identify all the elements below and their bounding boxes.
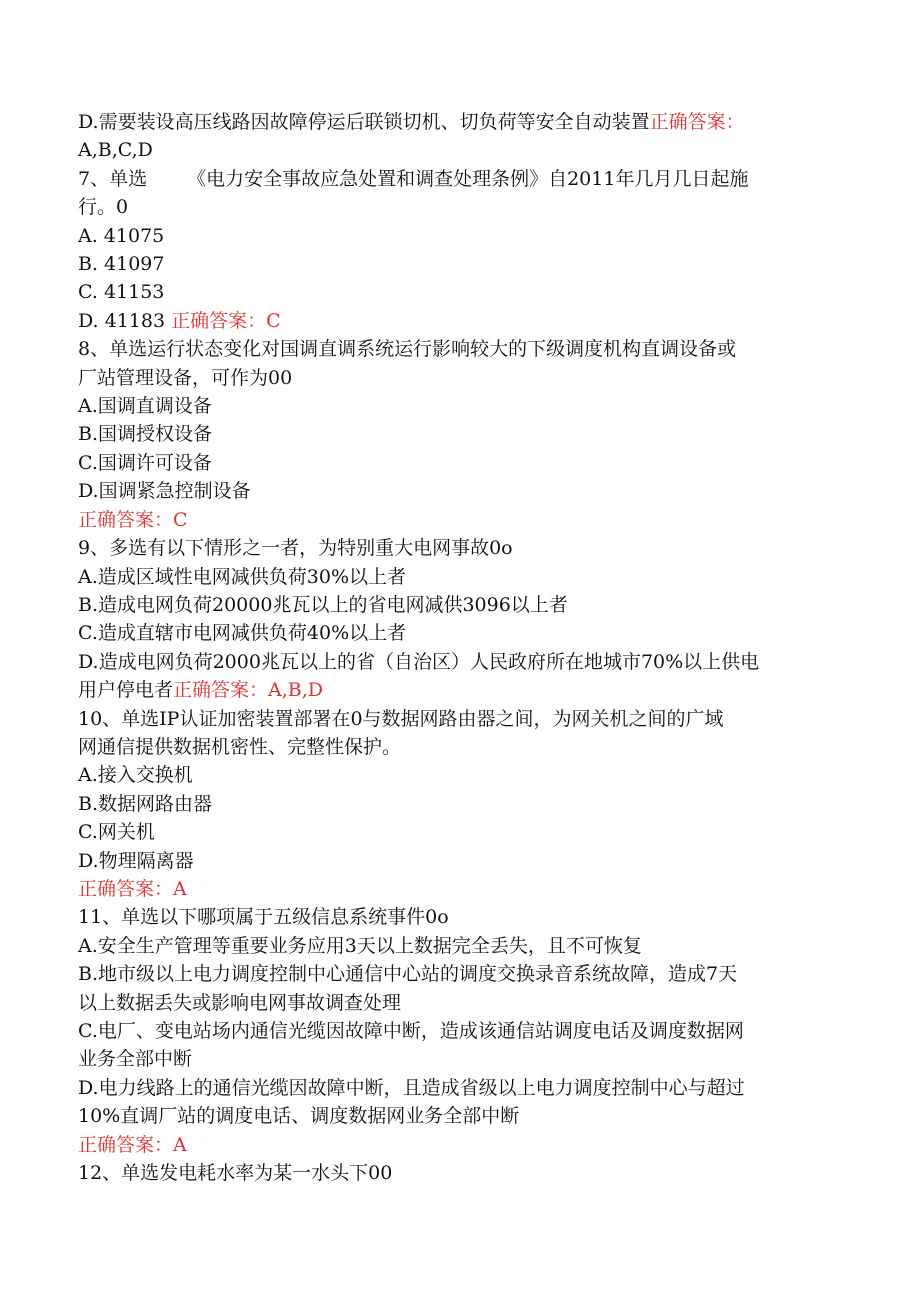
q6-answer-label: 正确答案：: [649, 111, 745, 133]
q10-option-d: D.物理隔离器: [78, 849, 194, 872]
q6-answer: A,B,C,D: [78, 139, 153, 162]
q10-stem: 10、单选IP认证加密装置部署在0与数据网路由器之间，为网关机之间的广域: [78, 707, 724, 730]
q9-option-a: A.造成区域性电网减供负荷30%以上者: [78, 565, 406, 588]
question-list: [78, 108, 838, 1187]
q9-stem: 9、多选有以下情形之一者，为特别重大电网事故0o: [78, 537, 513, 560]
q8-option-b: B.国调授权设备: [78, 423, 213, 446]
q10-stem-cont: 网通信提供数据机密性、完整性保护。: [78, 735, 402, 758]
q11-option-d: D.电力线路上的通信光缆因故障中断，且造成省级以上电力调度控制中心与超过: [78, 1076, 745, 1099]
q7-option-a: A. 41075: [78, 224, 165, 247]
q8-option-a: A.国调直调设备: [78, 395, 212, 418]
q10-option-a: A.接入交换机: [78, 764, 193, 787]
q7-option-d: D. 41183 正确答案：C: [78, 309, 281, 332]
q8-option-d: D.国调紧急控制设备: [78, 480, 251, 503]
q11-option-c: C.电厂、变电站场内通信光缆因故障中断，造成该通信站调度电话及调度数据网: [78, 1020, 744, 1042]
q11-answer: 正确答案：A: [78, 1133, 187, 1156]
q11-option-b-cont: 以上数据丢失或影响电网事故调查处理: [78, 991, 402, 1014]
q7-stem: 7、单选 《电力安全事故应急处置和调查处理条例》自2011年几月几日起施: [78, 167, 749, 190]
q7-stem-cont: 行。0: [78, 196, 129, 219]
q11-option-d-cont: 10%直调厂站的调度电话、调度数据网业务全部中断: [78, 1105, 520, 1128]
q11-option-b: B.地市级以上电力调度控制中心通信中心站的调度交换录音系统故障，造成7天: [78, 963, 738, 986]
q7-option-b: B. 41097: [78, 253, 165, 276]
q7-option-c: C. 41153: [78, 281, 165, 304]
q6-option-d: D.需要装设高压线路因故障停运后联锁切机、切负荷等安全自动装置正确答案：: [78, 111, 745, 133]
q9-option-d-cont: 用户停电者正确答案：A,B,D: [78, 679, 324, 702]
q10-option-c: C.网关机: [78, 821, 155, 844]
q8-answer: 正确答案：C: [78, 508, 188, 531]
q8-stem: 8、单选运行状态变化对国调直调系统运行影响较大的下级调度机构直调设备或: [78, 338, 737, 361]
q11-option-c-cont: 业务全部中断: [78, 1048, 193, 1071]
q10-answer: 正确答案：A: [78, 877, 187, 900]
q11-stem: 11、单选以下哪项属于五级信息系统事件0o: [78, 906, 449, 929]
q7-answer: 正确答案：C: [171, 309, 281, 332]
q12-stem: 12、单选发电耗水率为某一水头下00: [78, 1162, 393, 1185]
q9-answer: 正确答案：A,B,D: [173, 679, 324, 702]
q10-option-b: B.数据网路由器: [78, 792, 213, 815]
q9-option-d: D.造成电网负荷2000兆瓦以上的省（自治区）人民政府所在地城市70%以上供电: [78, 650, 760, 673]
q11-option-a: A.安全生产管理等重要业务应用3天以上数据完全丢失，且不可恢复: [78, 934, 642, 957]
q9-option-b: B.造成电网负荷20000兆瓦以上的省电网减供3096以上者: [78, 593, 568, 616]
q8-option-c: C.国调许可设备: [78, 451, 212, 474]
q9-option-c: C.造成直辖市电网减供负荷40%以上者: [78, 622, 407, 645]
q8-stem-cont: 厂站管理设备，可作为00: [78, 366, 293, 389]
